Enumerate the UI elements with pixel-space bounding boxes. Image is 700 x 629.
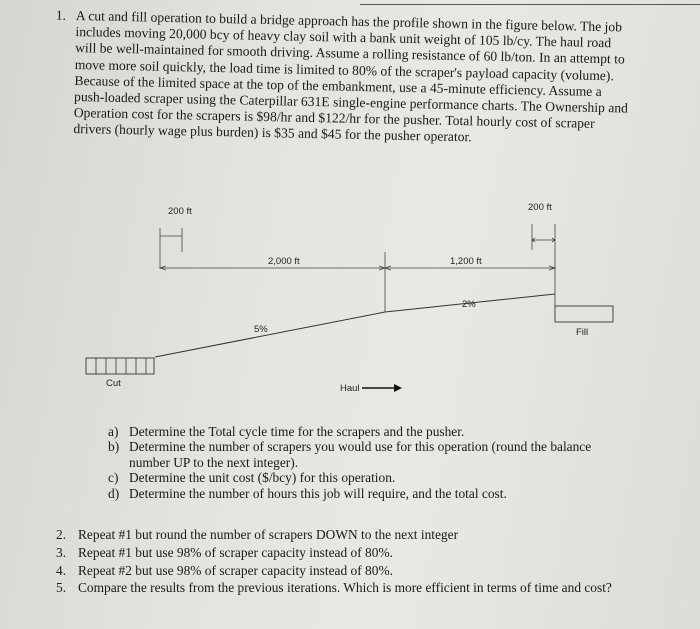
- fill-label: Fill: [576, 327, 589, 338]
- problem-number: 1.: [55, 7, 67, 23]
- problem-text: A cut and fill operation to build a bridge approach has the profile shown in the figure below. The job includes moving 20,000 bcy of heavy clay soil with a bank unit weight of 105 lb/cy. The haul road will be well-maintained for smooth driving. Assume a rolling resistance of 60 lb/ton. In an attempt to move more soil quickly, the load time is limited to 80% of the scraper's payload capacity (volume). Because of the limited space at the top of the embankment, use a 45-minute efficiency. Assume a push-loaded scraper using the Caterpillar 631E single-engine performance charts. The Ownership and Operation cost for the scrapers is $98/hr and $122/hr for the pusher. Total hourly cost of scraper drivers (hourly wage plus burden) is $35 and $45 for the pusher operator.: [73, 8, 629, 145]
- problem-4: 4. Repeat #2 but use 98% of scraper capacity instead of 80%.: [56, 562, 393, 578]
- sub-questions: [108, 424, 628, 501]
- header-rule: [360, 4, 700, 5]
- problem-5: 5. Compare the results from the previous iterations. Which is more efficient in terms of time and cost?: [56, 580, 612, 596]
- follow-up-problems: [56, 526, 656, 597]
- haul-label: Haul: [340, 383, 360, 394]
- problem-2: 2. Repeat #1 but round the number of scrapers DOWN to the next integer: [56, 527, 459, 542]
- question-b: b) Determine the number of scrapers you would use for this operation (round the balance number UP to the next integer).: [108, 439, 592, 470]
- fill-area: [555, 306, 613, 322]
- segment-1-grade: 5%: [254, 324, 268, 335]
- segment-2-grade: 2%: [462, 299, 476, 310]
- segment-2-length: 1,200 ft: [450, 256, 482, 267]
- cut-area: [86, 358, 154, 374]
- dim-right-label: 200 ft: [528, 202, 552, 213]
- question-d: d) Determine the number of hours this job will require, and the total cost.: [108, 485, 507, 501]
- problem-1: [55, 7, 636, 149]
- problem-3: 3. Repeat #1 but use 98% of scraper capacity instead of 80%.: [56, 544, 393, 560]
- segment-1-length: 2,000 ft: [268, 256, 300, 267]
- haul-profile-diagram: [0, 190, 700, 410]
- question-a: a) Determine the Total cycle time for the scrapers and the pusher.: [108, 424, 465, 439]
- cut-label: Cut: [106, 378, 121, 389]
- haul-road-profile: [155, 294, 555, 357]
- haul-arrowhead: [394, 384, 402, 392]
- dim-left-label: 200 ft: [168, 206, 192, 217]
- question-c: c) Determine the unit cost ($/bcy) for this operation.: [108, 470, 396, 486]
